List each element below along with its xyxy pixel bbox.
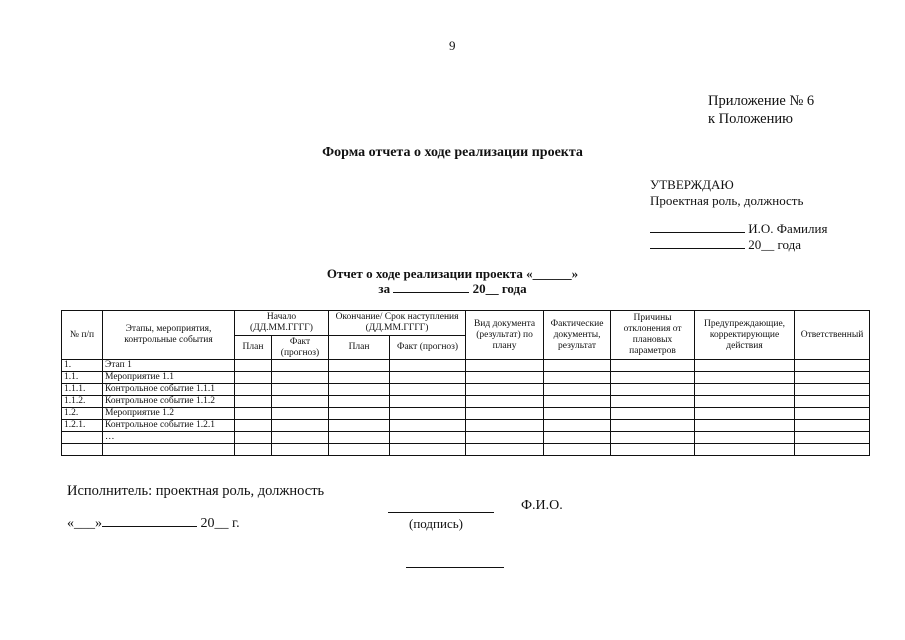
row-cell (235, 372, 272, 384)
header-end: Окончание/ Срок наступления (ДД.ММ.ГГГГ) (329, 311, 466, 336)
row-cell (235, 384, 272, 396)
header-start-plan: План (235, 336, 272, 360)
blank-line (650, 237, 745, 249)
row-cell (235, 408, 272, 420)
approval-date-line (650, 237, 827, 253)
row-cell (611, 360, 695, 372)
header-start-fact: Факт (прогноз) (272, 336, 329, 360)
row-cell (272, 384, 329, 396)
table-row (62, 360, 870, 372)
executor-label: Исполнитель: проектная роль, должность (67, 483, 325, 499)
row-cell (795, 408, 870, 420)
row-cell (235, 360, 272, 372)
row-cell (611, 384, 695, 396)
date-line (67, 515, 240, 532)
row-cell (390, 360, 466, 372)
fio-label: Ф.И.О. (521, 498, 563, 513)
row-cell (329, 360, 390, 372)
row-cell (390, 444, 466, 456)
row-cell (329, 396, 390, 408)
report-period-prefix: за (378, 281, 391, 296)
row-cell (695, 384, 795, 396)
row-cell (272, 432, 329, 444)
date-year: 20__ г. (200, 516, 240, 531)
row-cell (466, 444, 544, 456)
row-cell (611, 396, 695, 408)
row-cell (466, 372, 544, 384)
row-cell (611, 408, 695, 420)
row-name: Контрольное событие 1.2.1 (103, 420, 235, 432)
approval-name: И.О. Фамилия (748, 221, 828, 236)
row-cell (611, 432, 695, 444)
approve-role: Проектная роль, должность (650, 193, 804, 208)
row-cell (272, 396, 329, 408)
blank-line (102, 515, 197, 527)
report-title-block (0, 266, 905, 296)
row-cell (390, 396, 466, 408)
row-cell (329, 444, 390, 456)
header-reasons: Причины отклонения от плановых параметров (611, 311, 695, 360)
row-cell (695, 360, 795, 372)
row-cell (795, 432, 870, 444)
row-num: 1.2.1. (62, 420, 103, 432)
signature-line (388, 512, 494, 513)
table-row (62, 420, 870, 432)
report-table (61, 310, 870, 456)
table-row (62, 384, 870, 396)
row-cell (390, 372, 466, 384)
row-cell (544, 432, 611, 444)
report-title: Отчет о ходе реализации проекта «______» (326, 266, 579, 281)
row-cell (795, 360, 870, 372)
row-cell (390, 408, 466, 420)
table-row (62, 408, 870, 420)
row-num (62, 432, 103, 444)
row-cell (466, 408, 544, 420)
row-cell (544, 360, 611, 372)
approve-label: УТВЕРЖДАЮ (650, 177, 734, 192)
row-cell (611, 372, 695, 384)
row-cell (329, 432, 390, 444)
row-cell (329, 384, 390, 396)
row-cell (544, 396, 611, 408)
row-num (62, 444, 103, 456)
row-num: 1.2. (62, 408, 103, 420)
row-cell (795, 372, 870, 384)
table-row (62, 444, 870, 456)
row-name: Мероприятие 1.2 (103, 408, 235, 420)
row-num: 1.1.1. (62, 384, 103, 396)
header-actions: Предупреждающие, корректирующие действия (695, 311, 795, 360)
row-cell (329, 420, 390, 432)
row-name: … (103, 432, 235, 444)
row-name: Этап 1 (103, 360, 235, 372)
row-cell (329, 372, 390, 384)
row-cell (544, 408, 611, 420)
header-end-plan: План (329, 336, 390, 360)
row-num: 1.1.2. (62, 396, 103, 408)
row-name (103, 444, 235, 456)
bottom-line (406, 567, 504, 568)
row-cell (235, 444, 272, 456)
header-responsible: Ответственный (795, 311, 870, 360)
approval-block (650, 177, 803, 209)
row-cell (795, 444, 870, 456)
appendix-line-1: Приложение № 6 (708, 93, 815, 109)
row-num: 1.1. (62, 372, 103, 384)
row-cell (466, 396, 544, 408)
row-cell (466, 432, 544, 444)
row-cell (544, 420, 611, 432)
row-cell (272, 372, 329, 384)
row-cell (695, 408, 795, 420)
row-cell (390, 420, 466, 432)
row-cell (611, 444, 695, 456)
row-cell (272, 360, 329, 372)
blank-line (393, 281, 469, 293)
row-cell (795, 420, 870, 432)
page-number: 9 (449, 38, 456, 53)
row-cell (611, 420, 695, 432)
approval-year: 20__ года (748, 237, 802, 252)
row-cell (235, 420, 272, 432)
date-day: «___» (67, 516, 102, 531)
row-cell (544, 372, 611, 384)
row-name: Мероприятие 1.1 (103, 372, 235, 384)
row-cell (695, 396, 795, 408)
appendix-line-2: к Положению (708, 111, 793, 127)
report-period (0, 281, 905, 296)
row-cell (390, 384, 466, 396)
header-doc-type: Вид документа (результат) по плану (466, 311, 544, 360)
row-cell (695, 420, 795, 432)
row-cell (466, 360, 544, 372)
approval-signature (650, 221, 827, 253)
row-cell (695, 444, 795, 456)
row-name: Контрольное событие 1.1.2 (103, 396, 235, 408)
table-row (62, 372, 870, 384)
row-cell (272, 420, 329, 432)
table-body (62, 360, 870, 456)
table-row (62, 396, 870, 408)
header-end-fact: Факт (прогноз) (390, 336, 466, 360)
row-cell (695, 372, 795, 384)
row-cell (795, 396, 870, 408)
row-cell (466, 384, 544, 396)
row-cell (235, 396, 272, 408)
row-cell (329, 408, 390, 420)
row-cell (544, 444, 611, 456)
row-cell (795, 384, 870, 396)
header-start: Начало (ДД.ММ.ГГГГ) (235, 311, 329, 336)
row-cell (544, 384, 611, 396)
header-actual-docs: Фактические документы, результат (544, 311, 611, 360)
header-num: № п/п (62, 311, 103, 360)
row-cell (466, 420, 544, 432)
table-row (62, 432, 870, 444)
row-cell (272, 408, 329, 420)
row-cell (695, 432, 795, 444)
header-stages: Этапы, мероприятия, контрольные события (103, 311, 235, 360)
blank-line (650, 221, 745, 233)
appendix-header (708, 92, 814, 128)
approval-name-line (650, 221, 827, 237)
row-cell (272, 444, 329, 456)
report-period-suffix: 20__ года (472, 281, 527, 296)
row-name: Контрольное событие 1.1.1 (103, 384, 235, 396)
signature-label: (подпись) (409, 516, 463, 531)
row-cell (235, 432, 272, 444)
row-cell (390, 432, 466, 444)
form-title: Форма отчета о ходе реализации проекта (322, 145, 583, 160)
row-num: 1. (62, 360, 103, 372)
